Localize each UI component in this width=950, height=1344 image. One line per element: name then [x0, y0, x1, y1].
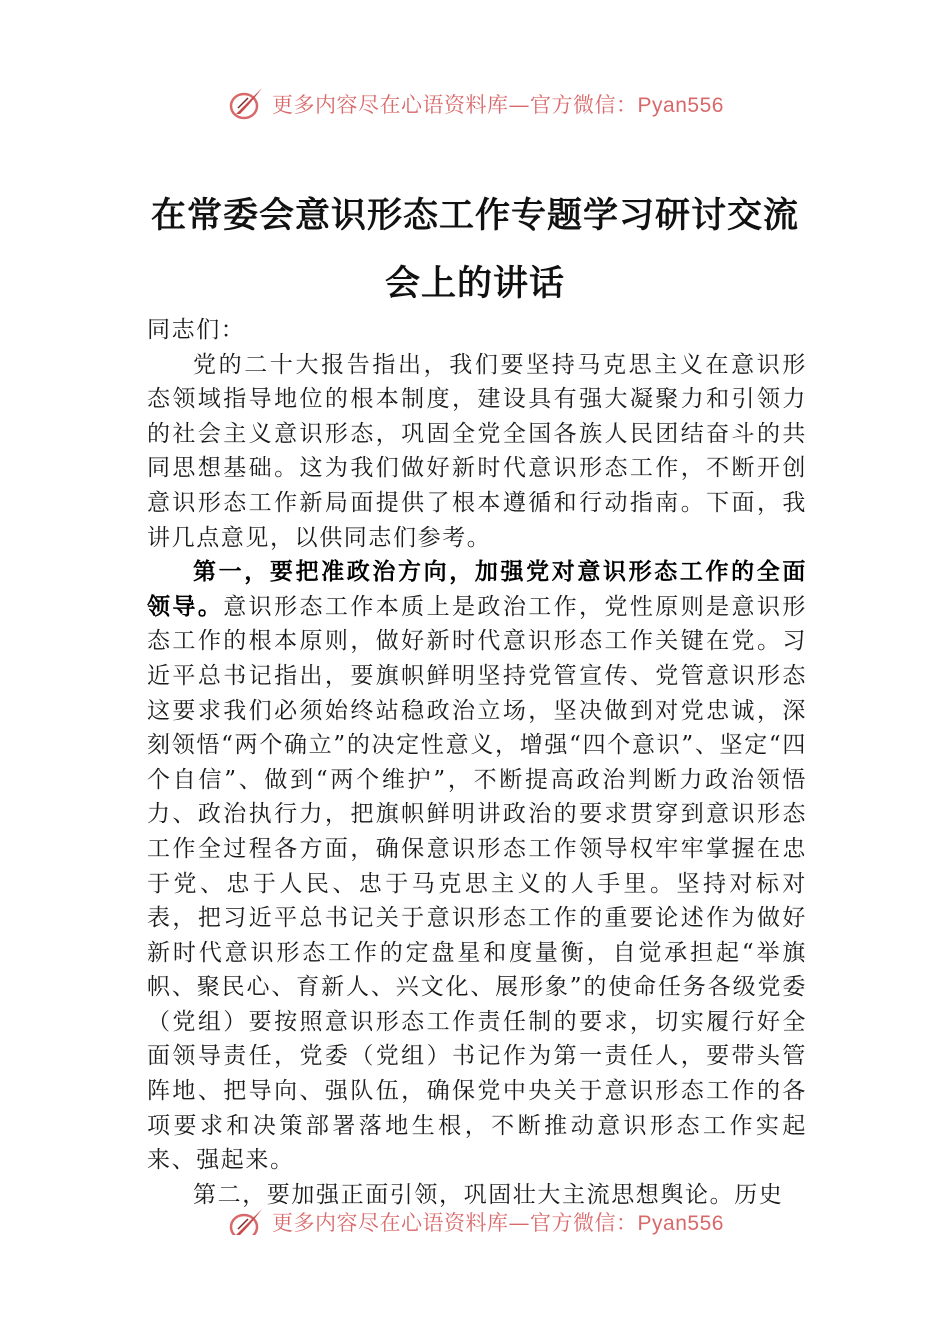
watermark-footer [0, 1205, 950, 1235]
document-title-line-1: 在常委会意识形态工作专题学习研讨交流 [150, 195, 799, 236]
watermark-wechat-id: Pyan556 [637, 1212, 724, 1235]
watermark-wechat-id: Pyan556 [637, 94, 724, 117]
point-1-body: 意识形态工作本质上是政治工作，党性原则是意识形态工作的根本原则，做好新时代意识形态工作关键在党。习近平总书记指出，要旗帜鲜明坚持党管宣传、党管意识形态这要求我们必须始终站稳政治立场，坚决做到对党忠诚，深刻领悟“两个确立”的决定性意义，增强“四个意识”、坚定“四个自信”、做到“两个维护”，不断提高政治判断力政治领悟力、政治执行力，把旗帜鲜明讲政治的要求贯穿到意识形态工作全过程各方面，确保意识形态工作领导权牢牢掌握在忠于党、忠于人民、忠于马克思主义的人手里。坚持对标对表，把习近平总书记关于意识形态工作的重要论述作为做好新时代意识形态工作的定盘星和度量衡，自觉承担起“举旗帜、聚民心、育新人、兴文化、展形象”的使命任务各级党委（党组）要按照意识形态工作责任制的要求，切实履行好全面领导责任，党委（党组）书记作为第一责任人，要带头管阵地、把导向、强队伍，确保党中央关于意识形态工作的各项要求和决策部署落地生根，不断推动意识形态工作实起来、强起来。 [147, 593, 807, 1174]
quill-logo-icon [226, 1205, 266, 1235]
paragraph-intro: 党的二十大报告指出，我们要坚持马克思主义在意识形态领域指导地位的根本制度，建设具有强大凝聚力和引领力的社会主义意识形态，巩固全党全国各族人民团结奋斗的共同思想基础。这为我们做好新时代意识形态工作，不断开创意识形态工作新局面提供了根本遵循和行动指南。下面，我讲几点意见，以供同志们参考。 [147, 351, 807, 551]
document-body [147, 313, 807, 1212]
point-1-heading: 第一，要把准政治方向，加强党对意识形态工作的全面领导。 [147, 558, 807, 620]
document-title-line-2: 会上的讲话 [384, 263, 565, 304]
watermark-text: 更多内容尽在心语资料库—官方微信：Pyan556 [272, 93, 724, 117]
paragraph-point-1 [147, 555, 807, 1178]
watermark-text: 更多内容尽在心语资料库—官方微信：Pyan556 [272, 1211, 724, 1235]
salutation: 同志们： [147, 317, 246, 343]
paragraph-point-2: 第二，要加强正面引领，巩固壮大主流思想舆论。历史 [193, 1181, 784, 1208]
quill-logo-icon [226, 84, 266, 124]
watermark-header [0, 82, 950, 126]
